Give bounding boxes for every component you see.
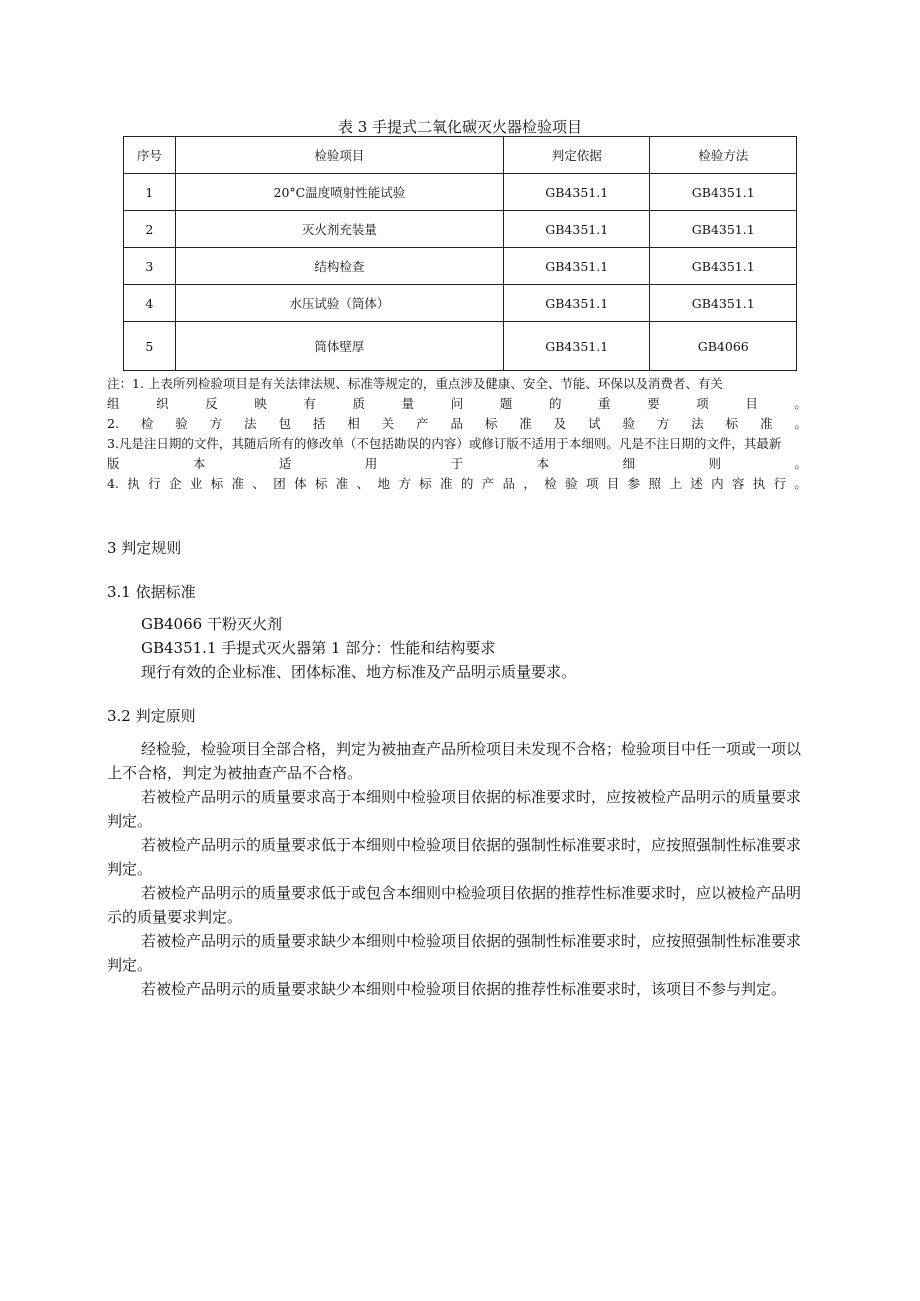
- cell-item: 灭火剂充装量: [175, 211, 503, 248]
- cell-method: GB4351.1: [650, 174, 797, 211]
- cell-item: 20°C温度喷射性能试验: [175, 174, 503, 211]
- note-3-line-2: 版本适用于本细则。: [107, 456, 807, 471]
- cell-basis: GB4351.1: [503, 248, 650, 285]
- table-row: [124, 322, 797, 371]
- cell-basis: GB4351.1: [503, 174, 650, 211]
- header-item: 检验项目: [175, 137, 503, 174]
- cell-seq: 5: [124, 322, 176, 371]
- principle-paragraph: 若被检产品明示的质量要求低于或包含本细则中检验项目依据的推荐性标准要求时，应以被检产品明示的质量要求判定。: [107, 884, 802, 926]
- note-4: 4.执行企业标准、团体标准、地方标准的产品，检验项目参照上述内容执行。: [107, 476, 807, 491]
- reference-standard: GB4066 干粉灭火剂: [141, 615, 282, 633]
- cell-basis: GB4351.1: [503, 211, 650, 248]
- cell-method: GB4066: [650, 322, 797, 371]
- reference-standard: GB4351.1 手提式灭火器第 1 部分：性能和结构要求: [141, 639, 496, 657]
- cell-method: GB4351.1: [650, 285, 797, 322]
- note-1-line-1: 注：1. 上表所列检验项目是有关法律法规、标准等规定的，重点涉及健康、安全、节能、环保以及消费者、有关: [107, 376, 723, 391]
- table-caption: 表 3 手提式二氧化碳灭火器检验项目: [337, 118, 583, 136]
- table-row: [124, 174, 797, 211]
- principle-paragraph: 若被检产品明示的质量要求缺少本细则中检验项目依据的推荐性标准要求时，该项目不参与判定。: [141, 980, 787, 998]
- cell-basis: GB4351.1: [503, 322, 650, 371]
- principle-paragraph: 若被检产品明示的质量要求缺少本细则中检验项目依据的强制性标准要求时，应按照强制性标准要求判定。: [107, 932, 802, 974]
- subsection-title-principles: 3.2 判定原则: [107, 707, 196, 725]
- cell-seq: 3: [124, 248, 176, 285]
- table-row: [124, 248, 797, 285]
- note-3-line-1: 3.凡是注日期的文件，其随后所有的修改单（不包括勘误的内容）或修订版不适用于本细则。凡是不注日期的文件，其最新: [107, 436, 782, 451]
- cell-method: GB4351.1: [650, 211, 797, 248]
- header-basis: 判定依据: [503, 137, 650, 174]
- subsection-title-basis: 3.1 依据标准: [107, 583, 196, 601]
- cell-seq: 2: [124, 211, 176, 248]
- cell-seq: 4: [124, 285, 176, 322]
- table-header-row: [124, 137, 797, 174]
- principle-paragraph: 经检验，检验项目全部合格，判定为被抽查产品所检项目未发现不合格；检验项目中任一项或一项以上不合格，判定为被抽查产品不合格。: [107, 740, 802, 782]
- note-2: 2.检验方法包括相关产品标准及试验方法标准。: [107, 416, 807, 431]
- note-1-line-2: 组织反映有质量问题的重要项目。: [107, 396, 807, 411]
- table-notes: [107, 374, 807, 494]
- header-seq: 序号: [124, 137, 176, 174]
- header-method: 检验方法: [650, 137, 797, 174]
- table-row: [124, 211, 797, 248]
- cell-item: 结构检查: [175, 248, 503, 285]
- cell-seq: 1: [124, 174, 176, 211]
- section-title: 3 判定规则: [107, 539, 182, 557]
- inspection-items-table: [123, 136, 797, 371]
- cell-item: 水压试验（筒体）: [175, 285, 503, 322]
- cell-method: GB4351.1: [650, 248, 797, 285]
- reference-standard: 现行有效的企业标准、团体标准、地方标准及产品明示质量要求。: [141, 663, 577, 681]
- principle-paragraph: 若被检产品明示的质量要求高于本细则中检验项目依据的标准要求时，应按被检产品明示的质量要求判定。: [107, 788, 802, 830]
- table-row: [124, 285, 797, 322]
- cell-basis: GB4351.1: [503, 285, 650, 322]
- principle-paragraph: 若被检产品明示的质量要求低于本细则中检验项目依据的强制性标准要求时，应按照强制性标准要求判定。: [107, 836, 802, 878]
- cell-item: 筒体壁厚: [175, 322, 503, 371]
